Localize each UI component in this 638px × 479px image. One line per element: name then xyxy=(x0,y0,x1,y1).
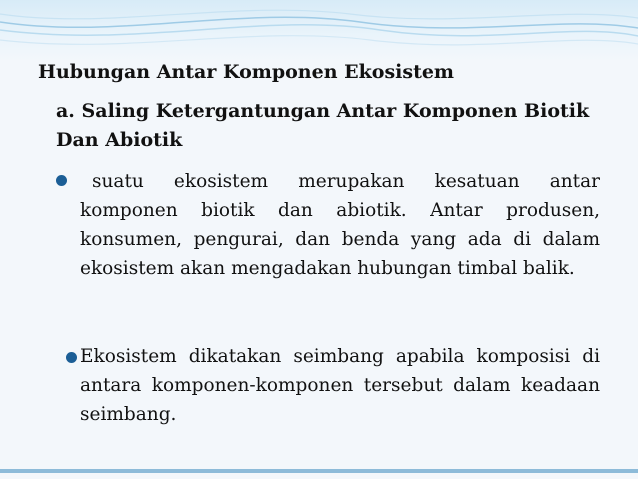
bullet-icon xyxy=(66,352,77,363)
bullet-paragraph-1: suatu ekosistem merupakan kesatuan antar komponen biotik dan abiotik. Antar produsen, konsumen, pengurai, dan benda yang ada di dalam ekosistem akan mengadakan hubungan timbal balik. xyxy=(80,171,600,279)
bullet-icon xyxy=(56,175,67,186)
wave-decoration xyxy=(0,0,638,60)
bullet-paragraph-2: Ekosistem dikatakan seimbang apabila komposisi di antara komponen-komponen tersebut dalam keadaan seimbang. xyxy=(80,346,600,425)
slide-subtitle: a. Saling Ketergantungan Antar Komponen Biotik Dan Abiotik xyxy=(56,100,590,151)
decorative-header-band xyxy=(0,0,638,60)
slide-title: Hubungan Antar Komponen Ekosistem xyxy=(38,61,455,83)
footer-divider xyxy=(0,469,638,473)
